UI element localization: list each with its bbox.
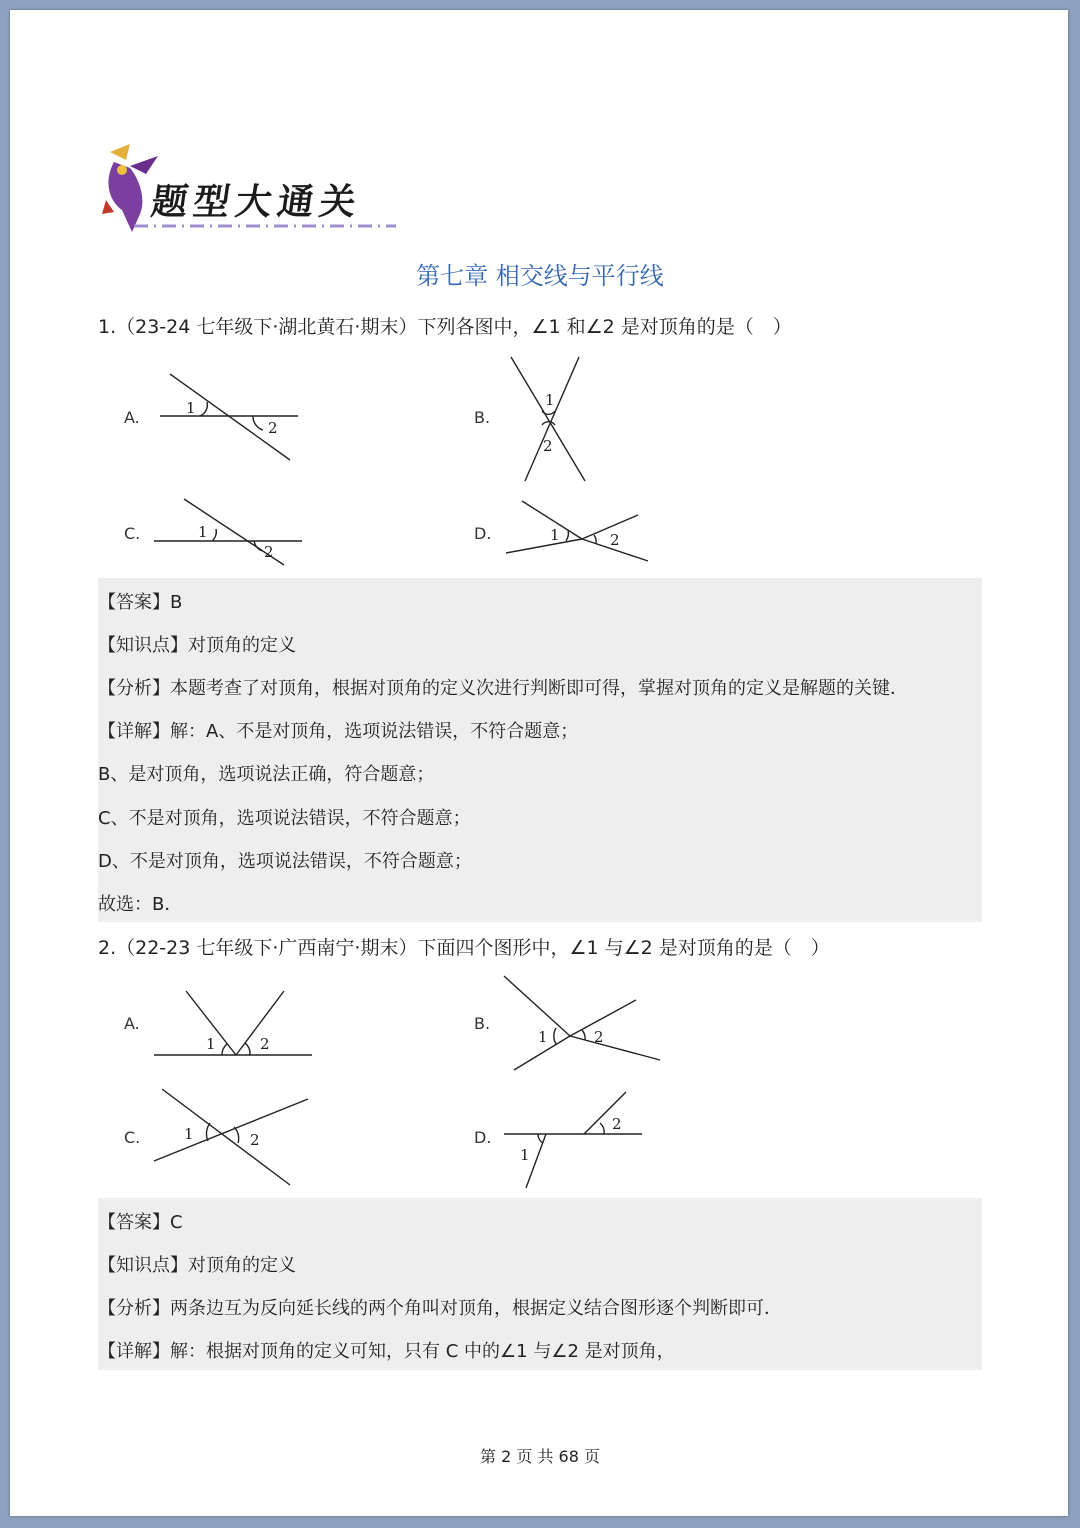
q1-figure-a xyxy=(150,370,310,465)
q2-figure-d xyxy=(500,1088,650,1193)
angle-label-2: 2 xyxy=(610,531,620,549)
q1-option-d-label: D. xyxy=(474,524,492,543)
question-2-stem: 2.（22-23 七年级下·广西南宁·期末）下面四个图形中，∠1 与∠2 是对顶角的是（ ） xyxy=(98,937,830,959)
q1-answer-line: 【知识点】对顶角的定义 xyxy=(98,635,296,656)
q2-option-d-label: D. xyxy=(474,1128,492,1147)
section-logo xyxy=(100,140,400,234)
q1-answer-line: 故选：B． xyxy=(98,894,183,915)
angle-label-2: 2 xyxy=(264,543,274,561)
angle-label-1: 1 xyxy=(186,399,196,417)
angle-label-1: 1 xyxy=(184,1125,194,1143)
q2-option-c-label: C. xyxy=(124,1128,141,1147)
q1-answer-line: 【详解】解：A、不是对顶角，选项说法错误，不符合题意； xyxy=(98,721,579,742)
q1-answer-line: B、是对顶角，选项说法正确，符合题意； xyxy=(98,764,435,785)
page-footer: 第 2 页 共 68 页 xyxy=(480,1447,600,1466)
logo-title: 题型大通关 xyxy=(148,181,365,223)
q2-option-b-label: B. xyxy=(474,1014,491,1033)
angle-label-2: 2 xyxy=(268,419,278,437)
q2-answer-panel xyxy=(98,1198,982,1370)
q1-figure-b xyxy=(505,353,595,483)
q2-answer-line: 【答案】C xyxy=(98,1212,183,1233)
angle-label-2: 2 xyxy=(612,1115,622,1133)
q2-figure-b xyxy=(500,970,665,1075)
q2-answer-line: 【分析】两条边互为反向延长线的两个角叫对顶角，根据定义结合图形逐个判断即可． xyxy=(98,1298,782,1319)
angle-label-1: 1 xyxy=(520,1146,530,1164)
angle-label-2: 2 xyxy=(250,1131,260,1149)
q1-option-a-label: A. xyxy=(124,408,140,427)
angle-label-1: 1 xyxy=(198,523,208,541)
q1-figure-d xyxy=(500,495,655,570)
q2-figure-c xyxy=(150,1085,315,1190)
angle-label-1: 1 xyxy=(545,391,555,409)
q1-answer-line: 【答案】B xyxy=(98,592,183,613)
q1-answer-line: 【分析】本题考查了对顶角，根据对顶角的定义次进行判断即可得，掌握对顶角的定义是解题的关键． xyxy=(98,678,908,699)
angle-label-1: 1 xyxy=(538,1028,548,1046)
angle-label-2: 2 xyxy=(260,1035,270,1053)
q1-answer-line: D、不是对顶角，选项说法错误，不符合题意； xyxy=(98,851,472,872)
q1-option-b-label: B. xyxy=(474,408,491,427)
q1-answer-panel xyxy=(98,578,982,922)
angle-label-2: 2 xyxy=(543,437,553,455)
q2-answer-line: 【详解】解：根据对顶角的定义可知，只有 C 中的∠1 与∠2 是对顶角， xyxy=(98,1341,675,1362)
q2-option-a-label: A. xyxy=(124,1014,140,1033)
question-1-stem: 1.（23-24 七年级下·湖北黄石·期末）下列各图中，∠1 和∠2 是对顶角的是（ ） xyxy=(98,316,792,338)
angle-label-1: 1 xyxy=(206,1035,216,1053)
q2-answer-line: 【知识点】对顶角的定义 xyxy=(98,1255,296,1276)
q2-figure-a xyxy=(150,985,315,1060)
chapter-title: 第七章 相交线与平行线 xyxy=(416,262,664,290)
angle-label-1: 1 xyxy=(550,526,560,544)
q1-option-c-label: C. xyxy=(124,524,141,543)
angle-label-2: 2 xyxy=(594,1028,604,1046)
q1-figure-c xyxy=(150,495,310,570)
q1-answer-line: C、不是对顶角，选项说法错误，不符合题意； xyxy=(98,808,471,829)
